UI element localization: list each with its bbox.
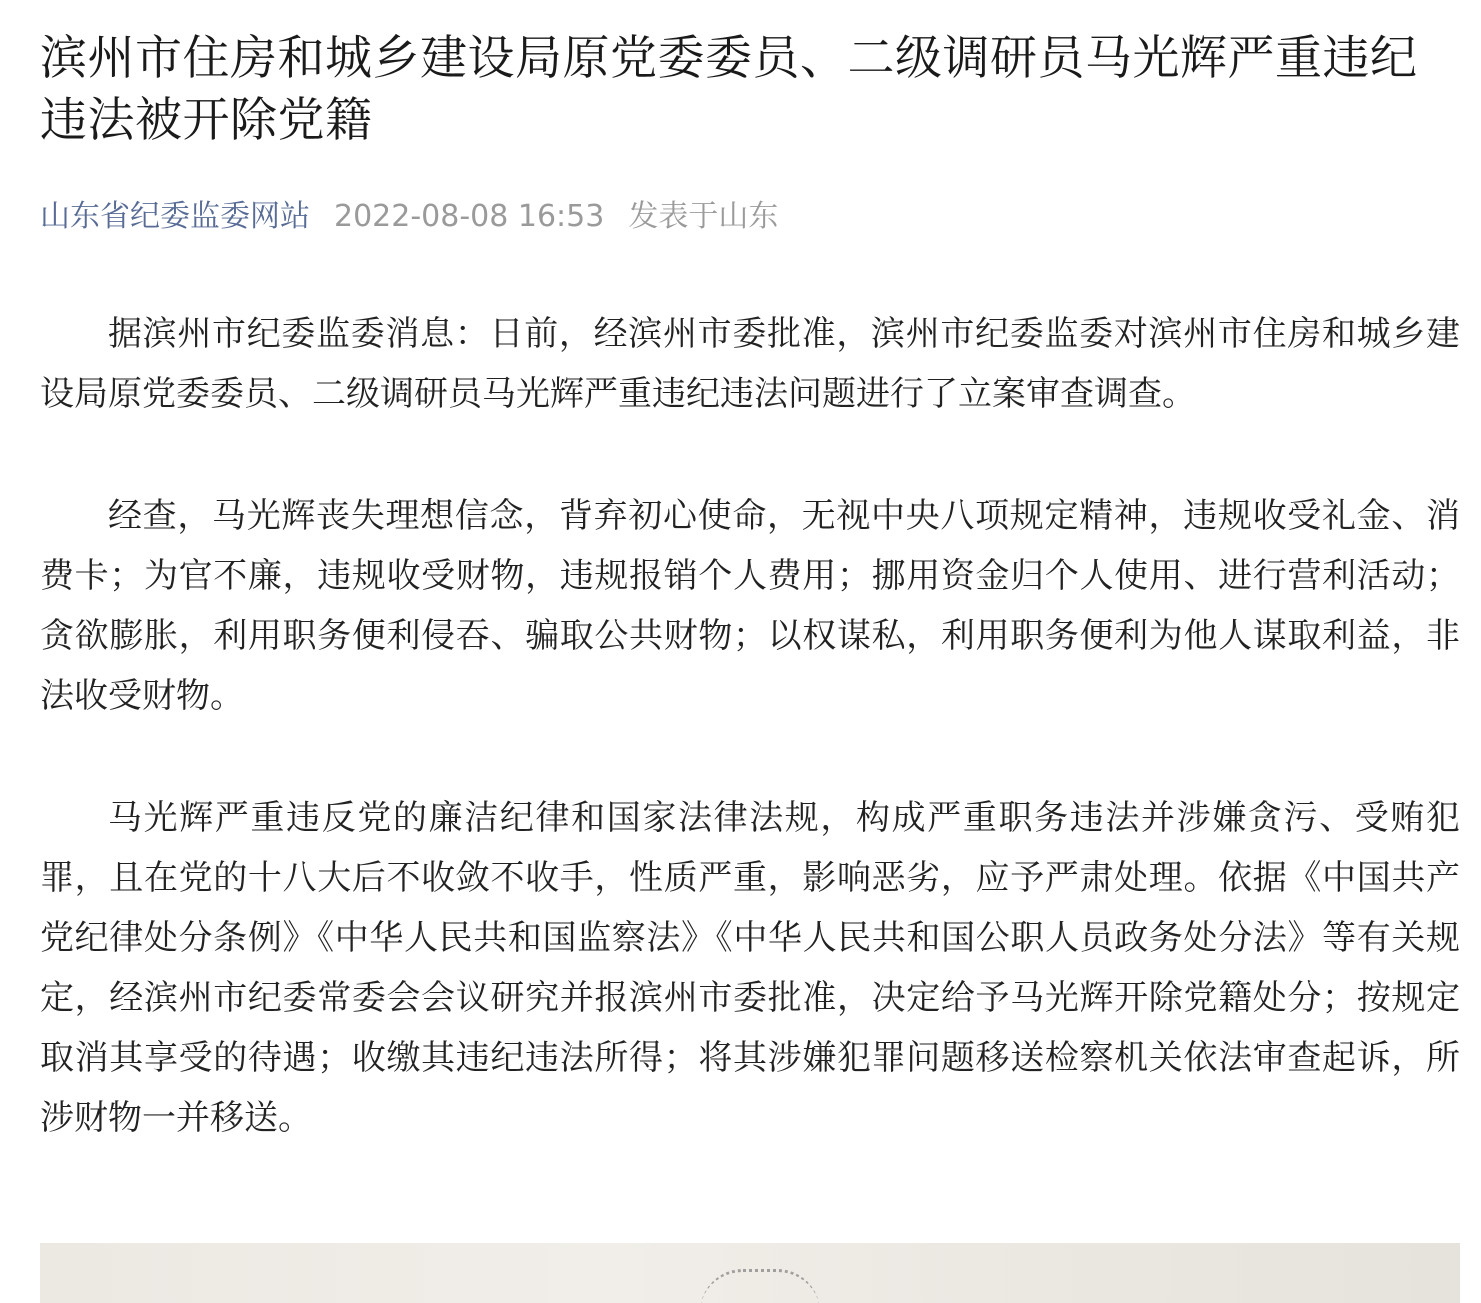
article-paragraph: 经查，马光辉丧失理想信念，背弃初心使命，无视中央八项规定精神，违规收受礼金、消费卡；为官不廉，违规收受财物，违规报销个人费用；挪用资金归个人使用、进行营利活动；贪欲膨胀，利用职务便利侵吞、骗取公共财物；以权谋私，利用职务便利为他人谋取利益，非法收受财物。 xyxy=(40,496,1460,716)
article-paragraph: 据滨州市纪委监委消息：日前，经滨州市委批准，滨州市纪委监委对滨州市住房和城乡建设局原党委委员、二级调研员马光辉严重违纪违法问题进行了立案审查调查。 xyxy=(40,314,1460,414)
publish-time: 2022-08-08 16:53 xyxy=(334,199,605,234)
source-link[interactable]: 山东省纪委监委网站 xyxy=(40,199,310,234)
article-body xyxy=(40,304,1460,1148)
article-title: 滨州市住房和城乡建设局原党委委员、二级调研员马光辉严重违纪违法被开除党籍 xyxy=(40,31,1418,148)
publish-location: 发表于山东 xyxy=(628,199,779,234)
article xyxy=(40,0,1460,1210)
article-image xyxy=(40,1243,1460,1303)
article-paragraph: 马光辉严重违反党的廉洁纪律和国家法律法规，构成严重职务违法并涉嫌贪污、受贿犯罪，且在党的十八大后不收敛不收手，性质严重，影响恶劣，应予严肃处理。依据《中国共产党纪律处分条例》《中华人民共和国监察法》《中华人民共和国公职人员政务处分法》等有关规定，经滨州市纪委常委会会议研究并报滨州市委批准，决定给予马光辉开除党籍处分；按规定取消其享受的待遇；收缴其违纪违法所得；将其涉嫌犯罪问题移送检察机关依法审查起诉，所涉财物一并移送。 xyxy=(40,798,1460,1138)
article-meta xyxy=(40,192,1460,242)
image-detail xyxy=(700,1269,820,1303)
